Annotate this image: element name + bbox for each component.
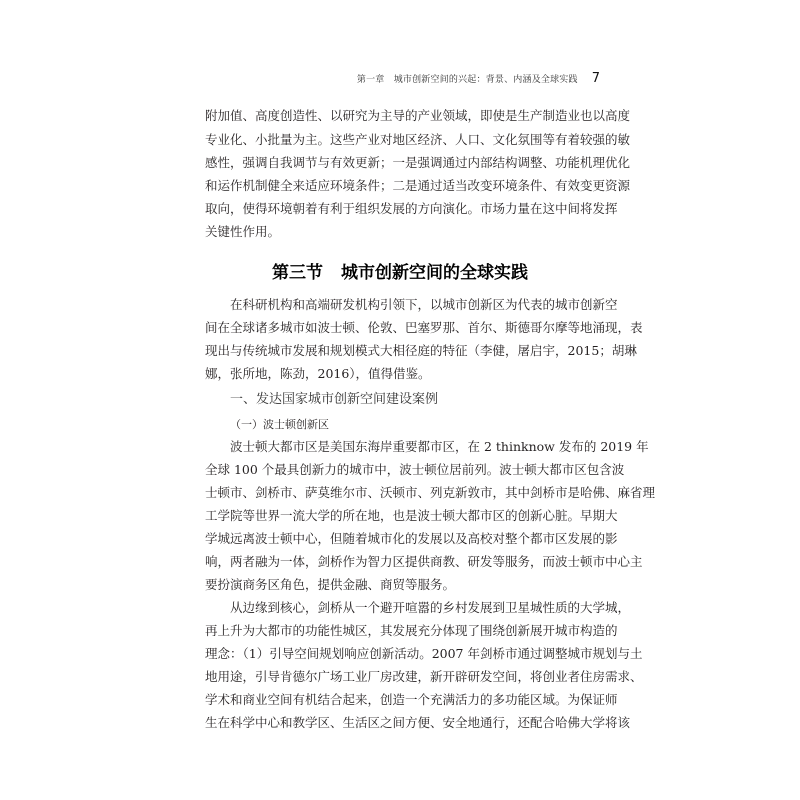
text-line: 附加值、高度创造性、以研究为主导的产业领域，即使是生产制造业也以高度 bbox=[205, 108, 631, 123]
text-line: 间在全球诸多城市如波士顿、伦敦、巴塞罗那、首尔、斯德哥尔摩等地涌现，表 bbox=[205, 320, 643, 335]
section-heading bbox=[200, 258, 600, 283]
text-line: 再上升为大都市的功能性城区，其发展充分体现了围绕创新展开城市构造的 bbox=[205, 623, 618, 638]
text-line: 学术和商业空间有机结合起来，创造一个充满活力的多功能区域。为保证师 bbox=[205, 692, 618, 707]
text-line: 感性，强调自我调节与有效更新；一是强调通过内部结构调整、功能机理优化 bbox=[205, 155, 631, 170]
section-number: 第三节 bbox=[272, 263, 323, 283]
page-number: 7 bbox=[591, 70, 600, 86]
text-line: 娜，张所地，陈劲，2016），值得借鉴。 bbox=[205, 366, 431, 381]
text-line: 现出与传统城市发展和规划模式大相径庭的特征（李健，屠启宇，2015；胡琳 bbox=[205, 343, 637, 358]
running-header bbox=[356, 69, 600, 87]
text-line: 响，两者融为一体，剑桥作为智力区提供商教、研发等服务，而波士顿市中心主 bbox=[205, 554, 643, 569]
chapter-title: 第一章 城市创新空间的兴起：背景、内涵及全球实践 bbox=[356, 74, 578, 85]
text-line: 在科研机构和高端研发机构引领下，以城市创新区为代表的城市创新空 bbox=[230, 297, 618, 312]
text-line: 关键性作用。 bbox=[205, 224, 281, 239]
text-line: 从边缘到核心，剑桥从一个避开喧嚣的乡村发展到卫星城性质的大学城， bbox=[230, 600, 631, 615]
minor-heading: （一）波士顿创新区 bbox=[230, 418, 329, 431]
text-line: 要扮演商务区角色，提供金融、商贸等服务。 bbox=[205, 577, 456, 592]
text-line: 取向，使得环境朝着有利于组织发展的方向演化。市场力量在这中间将发挥 bbox=[205, 201, 618, 216]
text-line: 波士顿大都市区是美国东海岸重要都市区，在 2 thinknow 发布的 2019 年 bbox=[230, 439, 649, 454]
text-line: 士顿市、剑桥市、萨莫维尔市、沃顿市、列克新敦市，其中剑桥市是哈佛、麻省理 bbox=[205, 485, 656, 500]
text-line: 学城远离波士顿中心，但随着城市化的发展以及高校对整个都市区发展的影 bbox=[205, 531, 618, 546]
text-line: 工学院等世界一流大学的所在地，也是波士顿大都市区的创新心脏。早期大 bbox=[205, 508, 618, 523]
text-line: 理念：（1）引导空间规划响应创新活动。2007 年剑桥市通过调整城市规划与土 bbox=[205, 646, 643, 661]
text-line: 专业化、小批量为主。这些产业对地区经济、人口、文化氛围等有着较强的敏 bbox=[205, 132, 631, 147]
text-line: 全球 100 个最具创新力的城市中，波士顿位居前列。波士顿大都市区包含波 bbox=[205, 462, 625, 477]
text-line: 地用途，引导肯德尔广场工业厂房改建，新开辟研发空间，将创业者住房需求、 bbox=[205, 669, 643, 684]
text-line: 生在科学中心和教学区、生活区之间方便、安全地通行，还配合哈佛大学将该 bbox=[205, 715, 631, 730]
text-line: 和运作机制健全来适应环境条件；二是通过适当改变环境条件、有效变更资源 bbox=[205, 178, 631, 193]
subsection-heading: 一、发达国家城市创新空间建设案例 bbox=[230, 392, 439, 407]
section-title: 城市创新空间的全球实践 bbox=[341, 263, 528, 283]
